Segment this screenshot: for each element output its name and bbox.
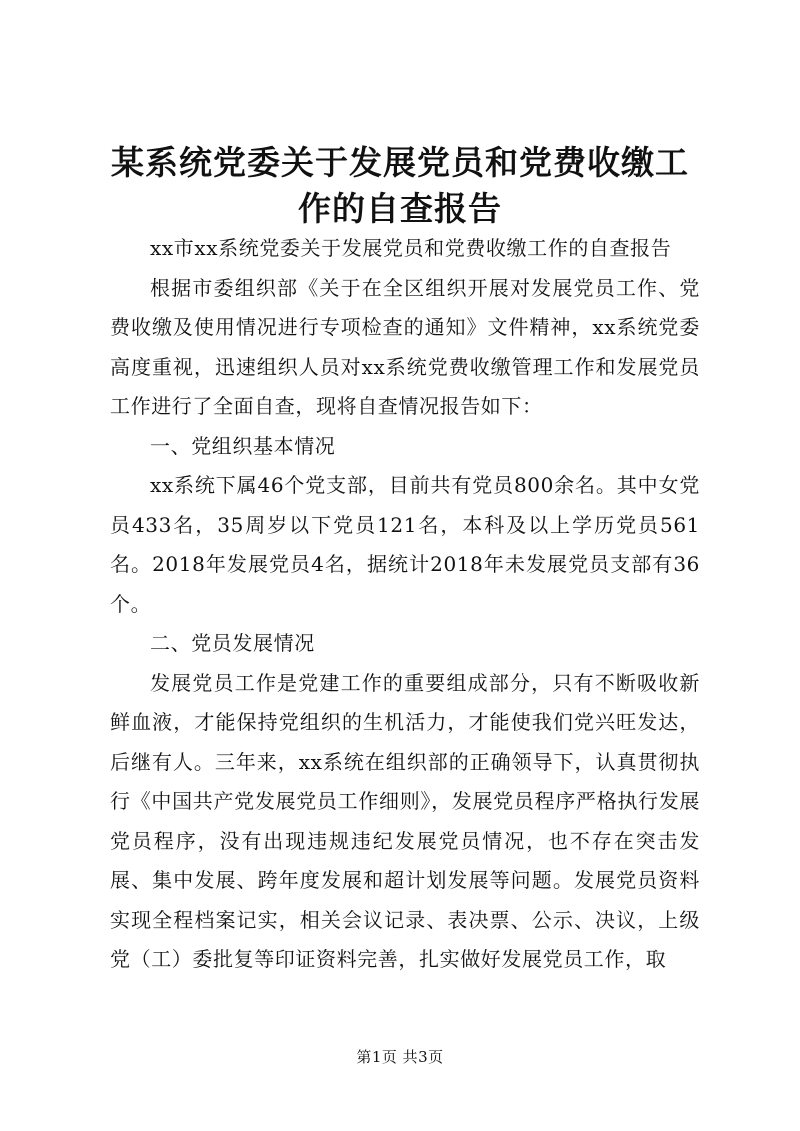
paragraph-subtitle: xx市xx系统党委关于发展党员和党费收缴工作的自查报告: [150, 236, 672, 260]
section-heading-basic-info: 一、党组织基本情况: [150, 433, 336, 458]
paragraph-intro: 根据市委组织部《关于在全区组织开展对发展党员工作、党费收缴及使用情况进行专项检查的通知》文件精神，xx系统党委高度重视，迅速组织人员对xx系统党费收缴管理工作和发展党员工作进行了全面自查，现将自查情况报告如下：: [110, 275, 700, 418]
paragraph-basic-info: xx系统下属46个党支部，目前共有党员800余名。其中女党员433名，35周岁以下党员121名，本科及以上学历党员561名。2018年发展党员4名，据统计2018年未发展党员支部有36个。: [110, 473, 700, 616]
section-heading-member-development: 二、党员发展情况: [150, 631, 315, 655]
document-body: [110, 229, 700, 980]
document-title: 某系统党委关于发展党员和党费收缴工作的自查报告: [111, 143, 689, 228]
page-number-footer: 第1页 共3页: [356, 1048, 444, 1066]
paragraph-member-development: 发展党员工作是党建工作的重要组成部分，只有不断吸收新鲜血液，才能保持党组织的生机活力，才能使我们党兴旺发达，后继有人。三年来，xx系统在组织部的正确领导下，认真贯彻执行《中国共产党发展党员工作细则》，发展党员程序严格执行发展党员程序，没有出现违规违纪发展党员情况，也不存在突击发展、集中发展、跨年度发展和超计划发展等问题。发展党员资料实现全程档案记实，相关会议记录、表决票、公示、决议，上级党（工）委批复等印证资料完善，扎实做好发展党员工作，取: [110, 670, 700, 971]
